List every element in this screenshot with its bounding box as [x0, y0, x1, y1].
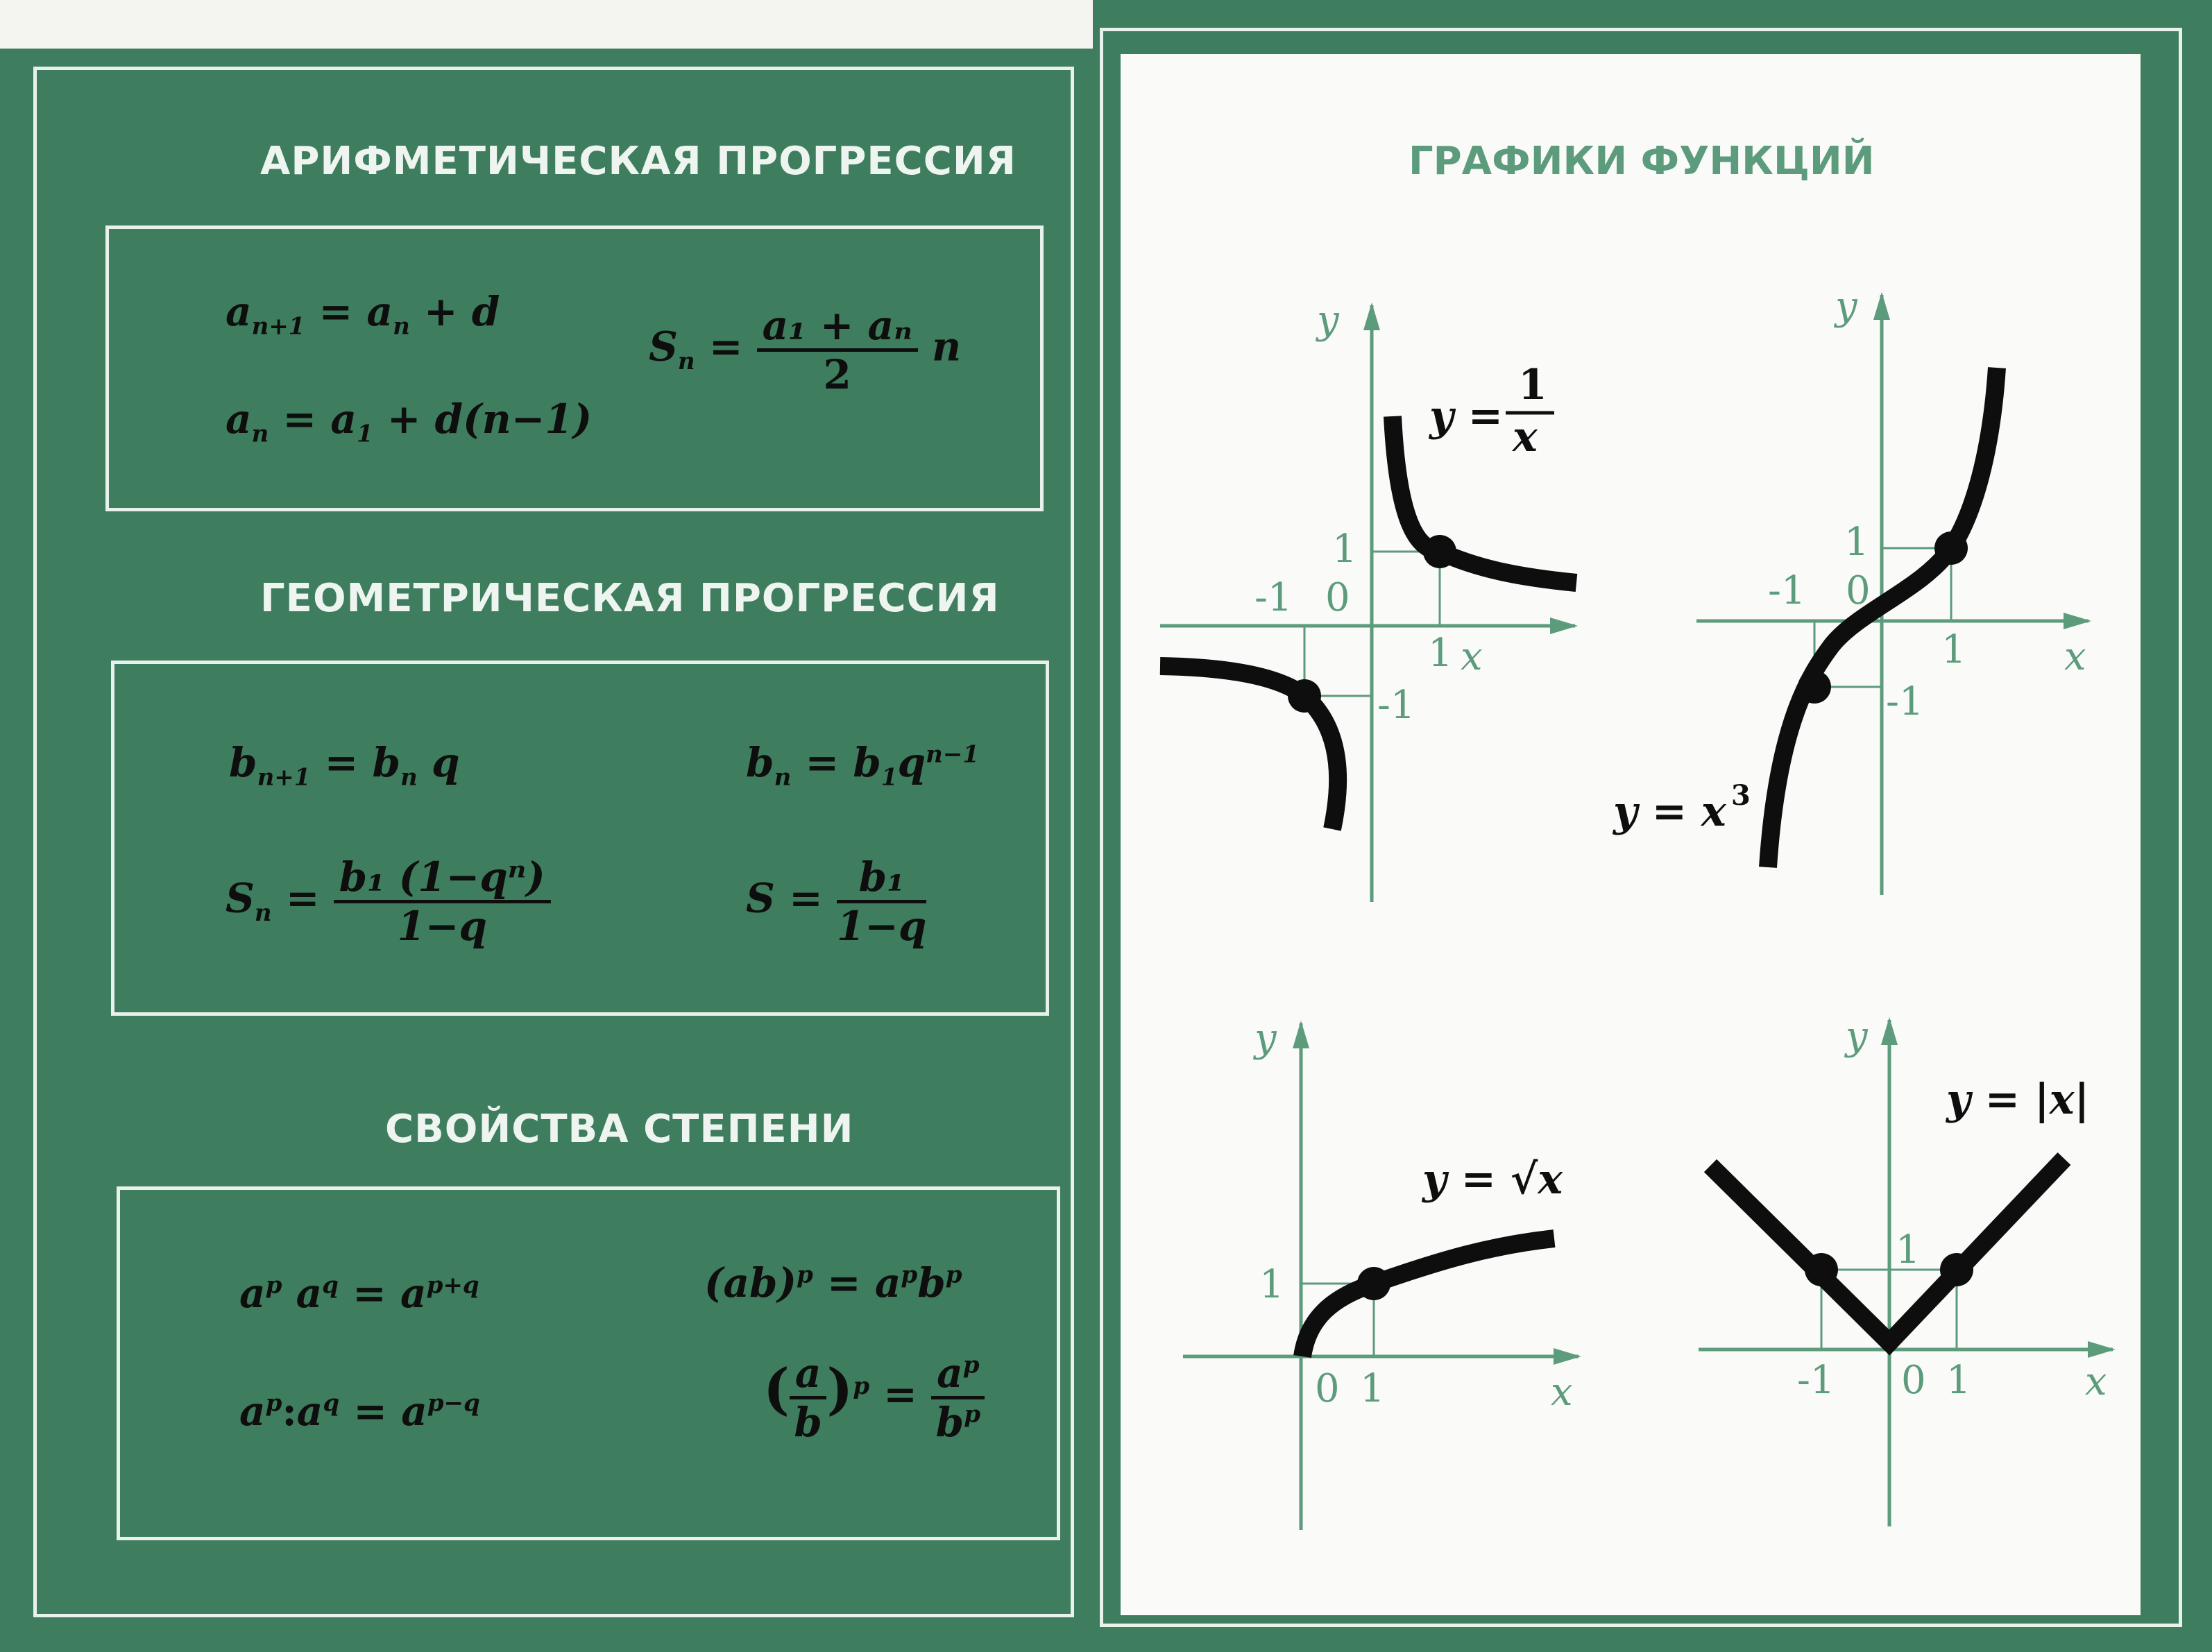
y-axis-label: y [1254, 1016, 1277, 1061]
tick-label: -1 [1797, 1358, 1835, 1403]
arithmetic-sum: $S_n$ = $\frac{\text{a₁ + aₙ}}{2}$ n [649, 302, 962, 398]
point-1-1 [1940, 1253, 1973, 1286]
power-of-product: $(ab)^p = a^pb^p$ [704, 1259, 962, 1306]
sqrt-curve [1302, 1238, 1554, 1356]
geometric-recurrence: $b_{n+1} = b_n$ q [229, 739, 460, 792]
powers-title: СВОЙСТВА СТЕПЕНИ [385, 1107, 854, 1152]
tick-label: 0 [1315, 1366, 1340, 1411]
tick-label: 1 [1896, 1227, 1921, 1272]
tick-label: 1 [1941, 627, 1966, 672]
reciprocal-branch-positive [1393, 416, 1576, 583]
sqrt-label: y = √x [1422, 1155, 1563, 1204]
point-neg1-neg1 [1288, 679, 1321, 713]
tick-label: 0 [1901, 1358, 1926, 1403]
cube-label-exponent: 3 [1731, 779, 1751, 812]
tick-label: -1 [1254, 575, 1293, 620]
tick-label: -1 [1377, 683, 1415, 728]
reciprocal-label-lhs: y = [1429, 392, 1504, 441]
tick-label: -1 [1768, 568, 1806, 613]
reciprocal-label-den: x [1513, 413, 1538, 461]
abs-label: y = |x| [1946, 1075, 2090, 1124]
point-neg1-1 [1805, 1253, 1838, 1286]
y-axis-label: y [1835, 284, 1857, 329]
graph-reciprocal [1160, 305, 1575, 902]
x-axis-label: x [2085, 1359, 2107, 1404]
tick-label: 1 [1946, 1358, 1971, 1403]
point-1-1 [1423, 535, 1456, 568]
x-axis-label: x [1461, 634, 1483, 679]
point-1-1 [1934, 531, 1968, 565]
point-1-1 [1357, 1267, 1390, 1300]
arithmetic-recurrence: $a_{n+1} = a_n + d$ [226, 288, 500, 341]
point-neg1-neg1 [1798, 670, 1831, 704]
geometric-infinite-sum: S = $\frac{\text{b₁}}{1-q}$ [746, 853, 927, 950]
y-axis-label: y [1846, 1014, 1868, 1059]
tick-label: 1 [1844, 520, 1869, 565]
tick-label: 1 [1332, 527, 1357, 572]
arithmetic-nth-term: $a_n = a_1 + d(n-1)$ [226, 395, 593, 448]
reciprocal-label-num: 1 [1518, 361, 1547, 409]
graphs-title: ГРАФИКИ ФУНКЦИЙ [1409, 139, 1875, 184]
power-product: $a^p$ $a^q = a^{p+q}$ [239, 1270, 479, 1317]
tick-label: 0 [1325, 575, 1350, 620]
power-quotient: $a^p:a^q = a^{p-q}$ [239, 1388, 480, 1435]
arithmetic-title: АРИФМЕТИЧЕСКАЯ ПРОГРЕССИЯ [260, 139, 1016, 184]
tick-label: -1 [1886, 679, 1924, 724]
geometric-sum: $S_n$ = $\frac{\text{b₁ (1−qⁿ)}}{1-q}$ [226, 857, 551, 946]
cube-label: y = x [1613, 787, 1726, 836]
tick-label: 0 [1846, 568, 1871, 613]
geometric-nth-term: $b_n = b_1q^{n-1}$ [746, 739, 979, 792]
geometric-title: ГЕОМЕТРИЧЕСКАЯ ПРОГРЕССИЯ [260, 576, 1000, 621]
y-axis-label: y [1317, 298, 1339, 343]
tick-label: 1 [1428, 631, 1453, 676]
x-axis-label: x [2064, 634, 2086, 679]
x-axis-label: x [1551, 1370, 1573, 1415]
power-of-fraction: ( $\frac{a}{b}$ )$^p$ = $\frac{a^p}{b^p}$ [763, 1353, 985, 1442]
tick-label: 1 [1360, 1366, 1385, 1411]
abs-curve [1710, 1159, 2064, 1343]
tick-label: 1 [1259, 1262, 1284, 1307]
